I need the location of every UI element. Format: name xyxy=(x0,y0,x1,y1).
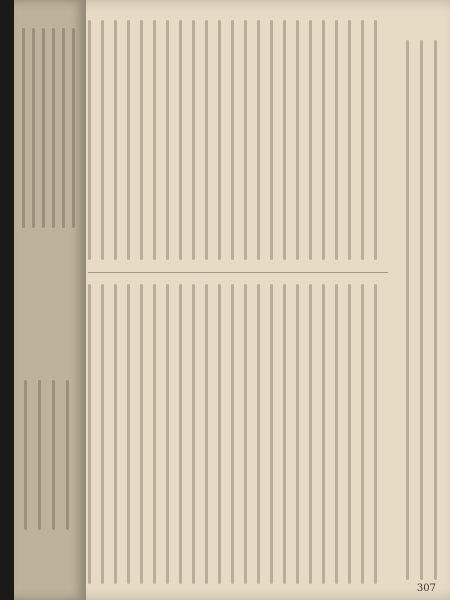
facing-page-edge xyxy=(14,0,86,600)
section-rule xyxy=(88,272,388,273)
upper-text-block xyxy=(88,20,388,260)
book-page xyxy=(14,0,450,600)
facing-page-text xyxy=(22,28,78,228)
right-column-block xyxy=(406,40,436,580)
facing-page-text-lower xyxy=(24,380,76,530)
lower-text-block xyxy=(88,284,388,584)
page-number: 307 xyxy=(416,583,436,594)
